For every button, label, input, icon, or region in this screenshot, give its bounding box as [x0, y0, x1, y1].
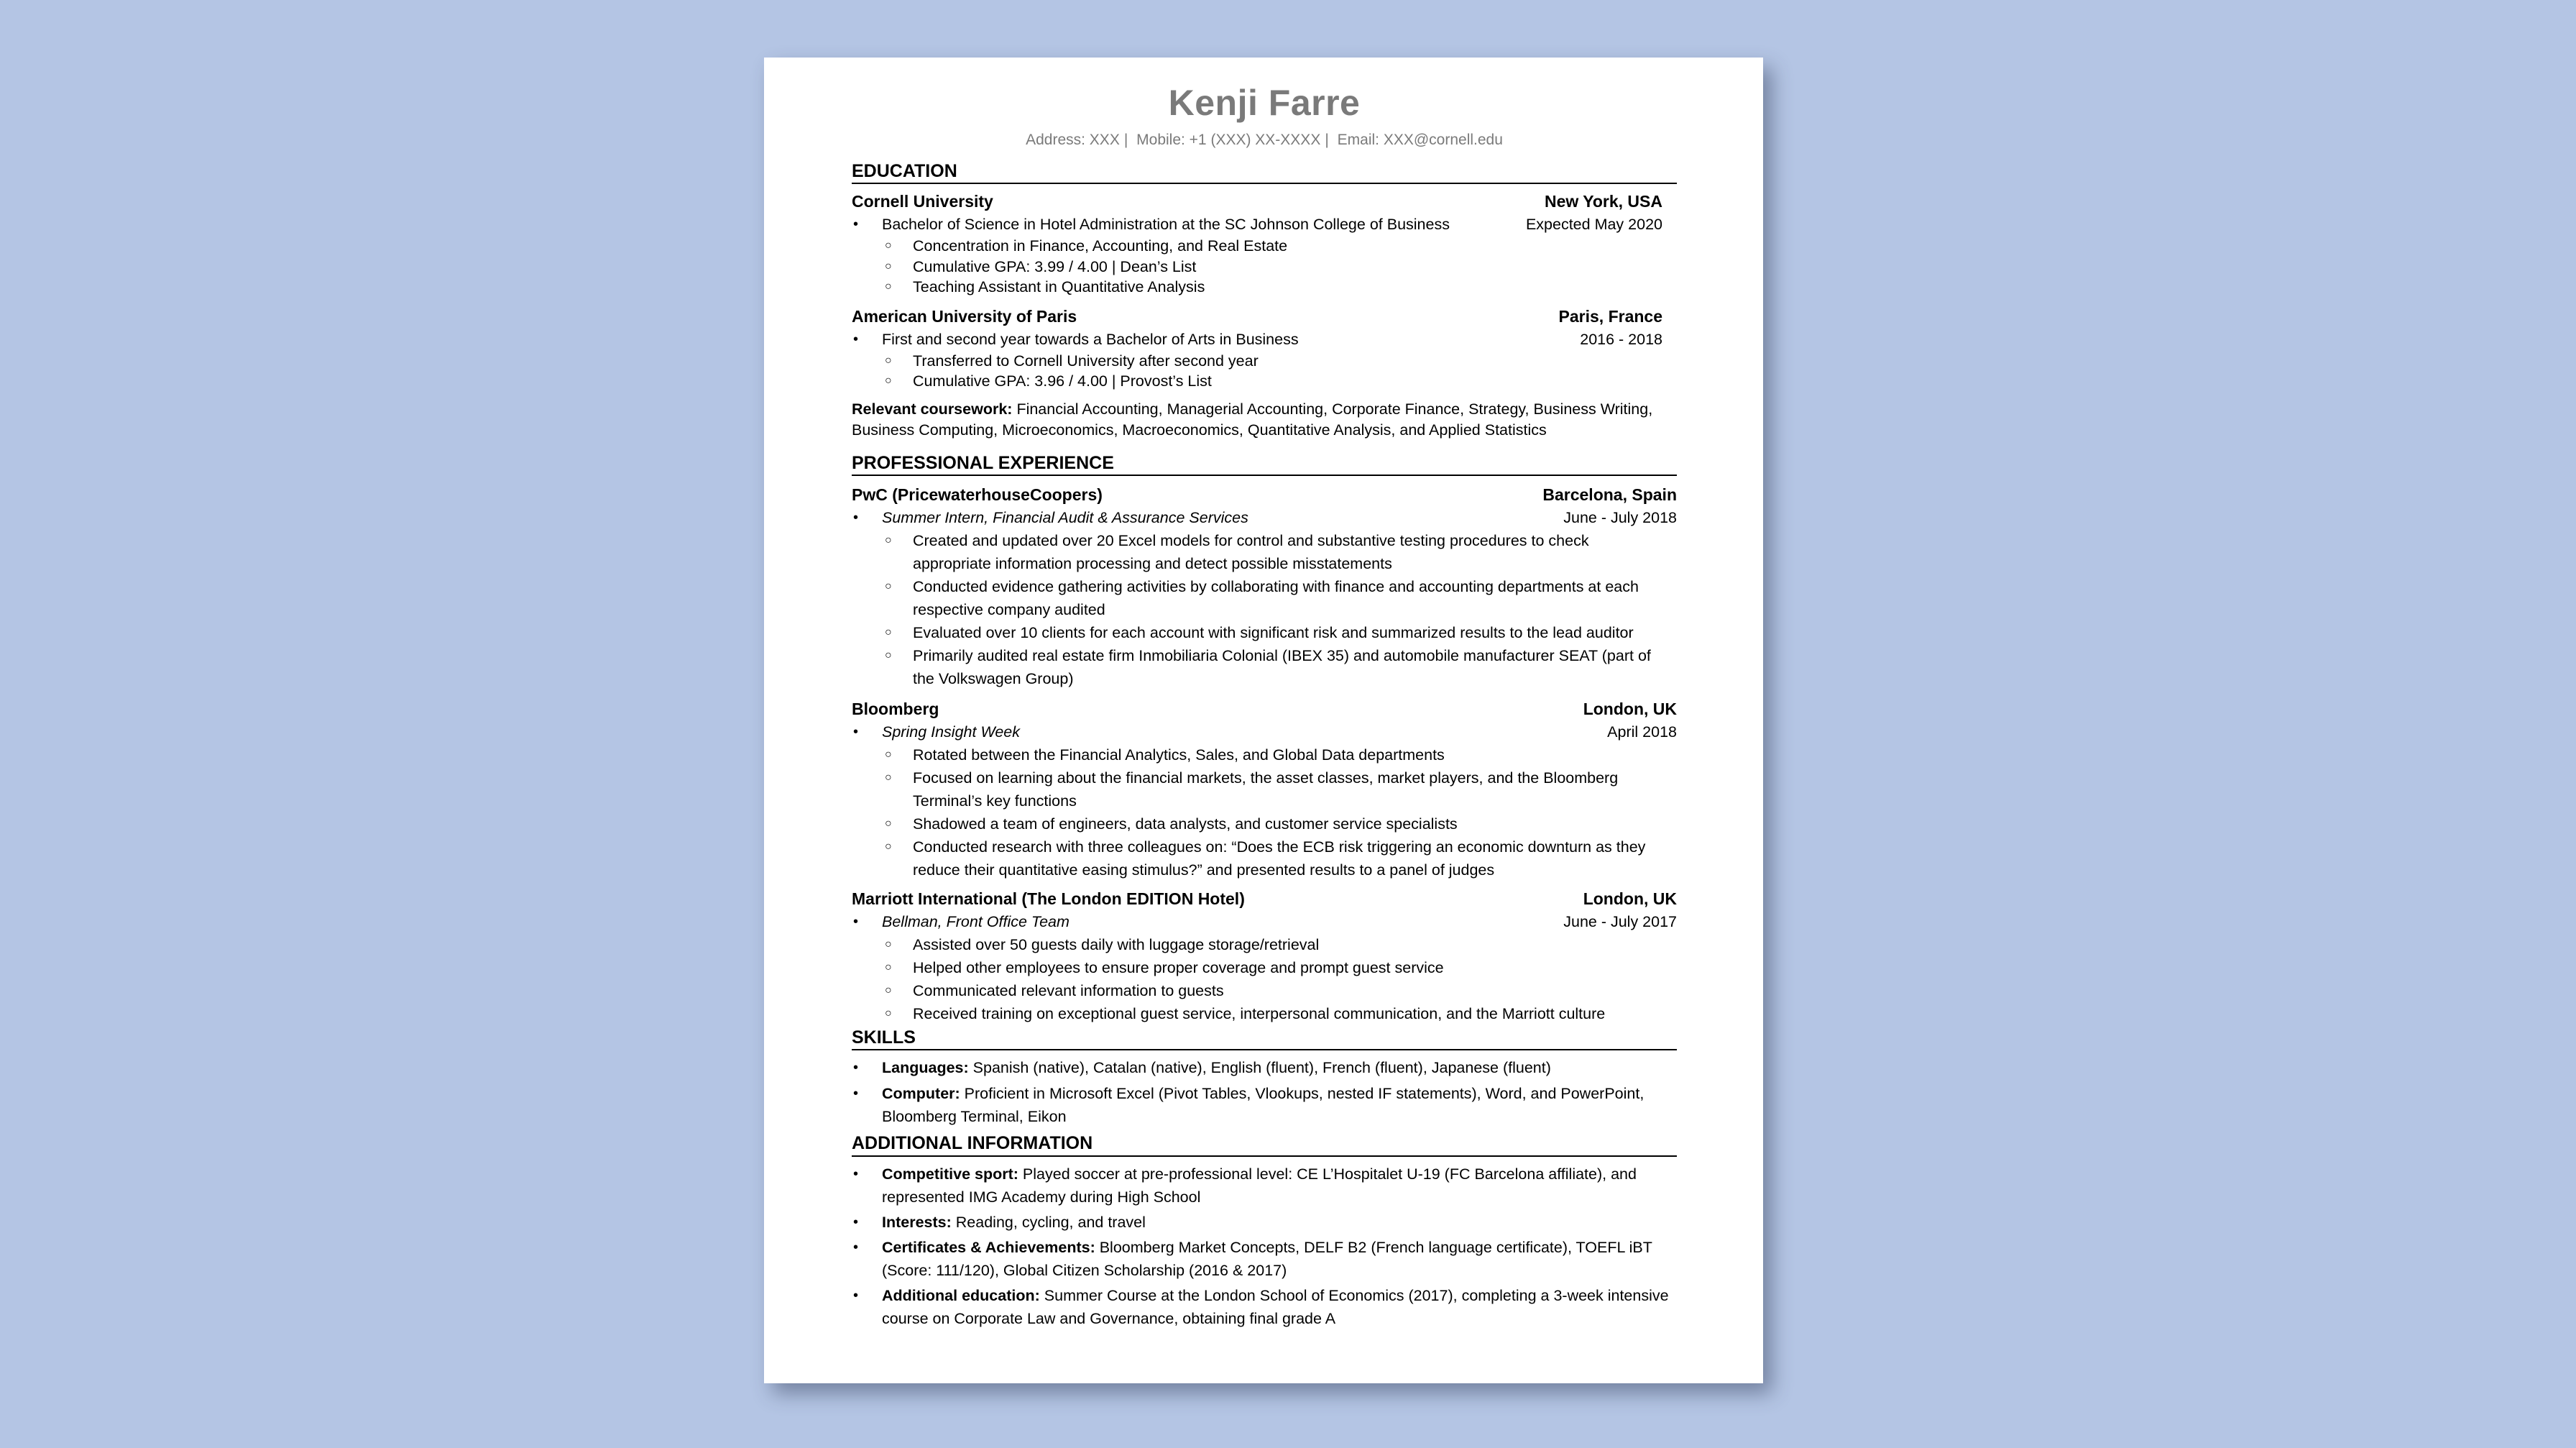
coursework-text: Financial Accounting, Managerial Accounting, Corporate Finance, Strategy, Business Writing, Business Computing, Microeconomics, Macroeconomics, Quantitative Analysis, and Applied Statistics [852, 400, 1653, 439]
skill-item [852, 1056, 1677, 1079]
degree-row [852, 329, 1677, 351]
job-role: Bellman, Front Office Team [882, 913, 1070, 930]
contact-separator: | [1325, 132, 1329, 148]
additional-text: Bloomberg Market Concepts, DELF B2 (French language certificate), TOEFL iBT (Score: 111/120), Global Citizen Scholarship (2016 & 2017) [882, 1238, 1652, 1279]
education-detail: ○ Teaching Assistant in Quantitative Analysis [852, 277, 1677, 298]
additional-text: Summer Course at the London School of Economics (2017), completing a 3-week intensive course on Corporate Law and Governance, obtaining final grade A [882, 1286, 1669, 1327]
job-item: ○ Communicated relevant information to guests [852, 979, 1677, 1002]
school-header [852, 305, 1677, 329]
skill-item [852, 1082, 1677, 1128]
section-title-skills: SKILLS [852, 1028, 1677, 1050]
skill-label: Languages: [882, 1059, 969, 1077]
job-location: London, UK [1583, 889, 1677, 908]
education-detail: ○ Transferred to Cornell University after second year [852, 351, 1677, 372]
additional-label: Competitive sport: [882, 1165, 1018, 1183]
degree-text: • First and second year towards a Bachelor of Arts in Business [882, 330, 1299, 348]
resume-name: Kenji Farre [1168, 83, 1361, 123]
contact-line [852, 132, 1677, 147]
job-item: ○ Conducted research with three colleagues on: “Does the ECB risk triggering an economic downturn as they reduce their quantitative easing stimulus?” and presented results to a panel of judges [852, 835, 1677, 881]
additional-text: Played soccer at pre-professional level: CE L’Hospitalet U-19 (FC Barcelona affiliate), and represented IMG Academy during High School [882, 1165, 1637, 1206]
job-date: June - July 2018 [1563, 509, 1677, 526]
job-company: Marriott International (The London EDITION Hotel) [852, 889, 1245, 908]
job-role-row [852, 721, 1677, 743]
skill-text: Proficient in Microsoft Excel (Pivot Tables, Vlookups, nested IF statements), Word, and PowerPoint, Bloomberg Terminal, Eikon [882, 1085, 1644, 1126]
school-location: New York, USA [1544, 192, 1662, 211]
job-role-row [852, 507, 1677, 529]
degree-date: Expected May 2020 [1525, 216, 1662, 234]
additional-item [852, 1163, 1677, 1209]
job-location: London, UK [1583, 700, 1677, 718]
job-role-row [852, 911, 1677, 933]
job-item: ○ Received training on exceptional guest service, interpersonal communication, and the Marriott culture [852, 1002, 1677, 1025]
coursework-label: Relevant coursework: [852, 400, 1013, 418]
additional-text: Reading, cycling, and travel [955, 1213, 1146, 1231]
job-item: ○ Assisted over 50 guests daily with luggage storage/retrieval [852, 933, 1677, 956]
coursework [852, 399, 1677, 441]
degree-row [852, 214, 1677, 236]
school-name: American University of Paris [852, 306, 1077, 326]
section-title-additional: ADDITIONAL INFORMATION [852, 1134, 1677, 1156]
job-date: June - July 2017 [1563, 913, 1677, 930]
job-header [852, 887, 1677, 911]
school-location: Paris, France [1558, 306, 1662, 326]
job-item: ○ Evaluated over 10 clients for each account with significant risk and summarized results to the lead auditor [852, 621, 1677, 644]
resume-page [764, 58, 1763, 1383]
school-header [852, 190, 1677, 214]
contact-mobile: Mobile: +1 (XXX) XX-XXXX [1136, 132, 1321, 148]
education-detail: ○ Cumulative GPA: 3.96 / 4.00 | Provost’s List [852, 371, 1677, 392]
degree-text: • Bachelor of Science in Hotel Administration at the SC Johnson College of Business [882, 216, 1450, 234]
skill-text: Spanish (native), Catalan (native), English (fluent), French (fluent), Japanese (fluent) [972, 1059, 1551, 1077]
job-item: ○ Shadowed a team of engineers, data analysts, and customer service specialists [852, 812, 1677, 835]
job-item: ○ Primarily audited real estate firm Inmobiliaria Colonial (IBEX 35) and automobile manufacturer SEAT (part of the Volkswagen Group) [852, 644, 1677, 690]
degree-date: 2016 - 2018 [1580, 330, 1662, 348]
school-name: Cornell University [852, 192, 993, 211]
contact-separator: | [1123, 132, 1128, 148]
job-header [852, 697, 1677, 721]
additional-label: Interests: [882, 1213, 952, 1231]
section-title-education: EDUCATION [852, 162, 1677, 184]
job-header [852, 483, 1677, 507]
additional-item [852, 1236, 1677, 1282]
additional-item [852, 1284, 1677, 1330]
contact-email: Email: XXX@cornell.edu [1337, 132, 1503, 148]
additional-item [852, 1211, 1677, 1234]
job-item: ○ Helped other employees to ensure proper coverage and prompt guest service [852, 956, 1677, 979]
job-item: ○ Focused on learning about the financial markets, the asset classes, market players, and the Bloomberg Terminal’s key functions [852, 766, 1677, 812]
job-item: ○ Conducted evidence gathering activities by collaborating with finance and accounting departments at each respective company audited [852, 575, 1677, 621]
job-role: Spring Insight Week [882, 723, 1021, 741]
additional-label: Additional education: [882, 1286, 1040, 1304]
contact-address: Address: XXX [1026, 132, 1120, 148]
education-detail: ○ Cumulative GPA: 3.99 / 4.00 | Dean’s List [852, 257, 1677, 278]
job-location: Barcelona, Spain [1542, 485, 1677, 504]
job-role: Summer Intern, Financial Audit & Assurance Services [882, 509, 1248, 526]
job-item: ○ Rotated between the Financial Analytics, Sales, and Global Data departments [852, 743, 1677, 766]
section-title-experience: PROFESSIONAL EXPERIENCE [852, 454, 1677, 476]
job-company: Bloomberg [852, 700, 939, 718]
job-company: PwC (PricewaterhouseCoopers) [852, 485, 1103, 504]
job-item: ○ Created and updated over 20 Excel models for control and substantive testing procedures to check appropriate information processing and detect possible misstatements [852, 529, 1677, 575]
education-detail: ○ Concentration in Finance, Accounting, and Real Estate [852, 236, 1677, 257]
skill-label: Computer: [882, 1085, 960, 1103]
additional-label: Certificates & Achievements: [882, 1238, 1095, 1256]
job-date: April 2018 [1607, 723, 1677, 741]
